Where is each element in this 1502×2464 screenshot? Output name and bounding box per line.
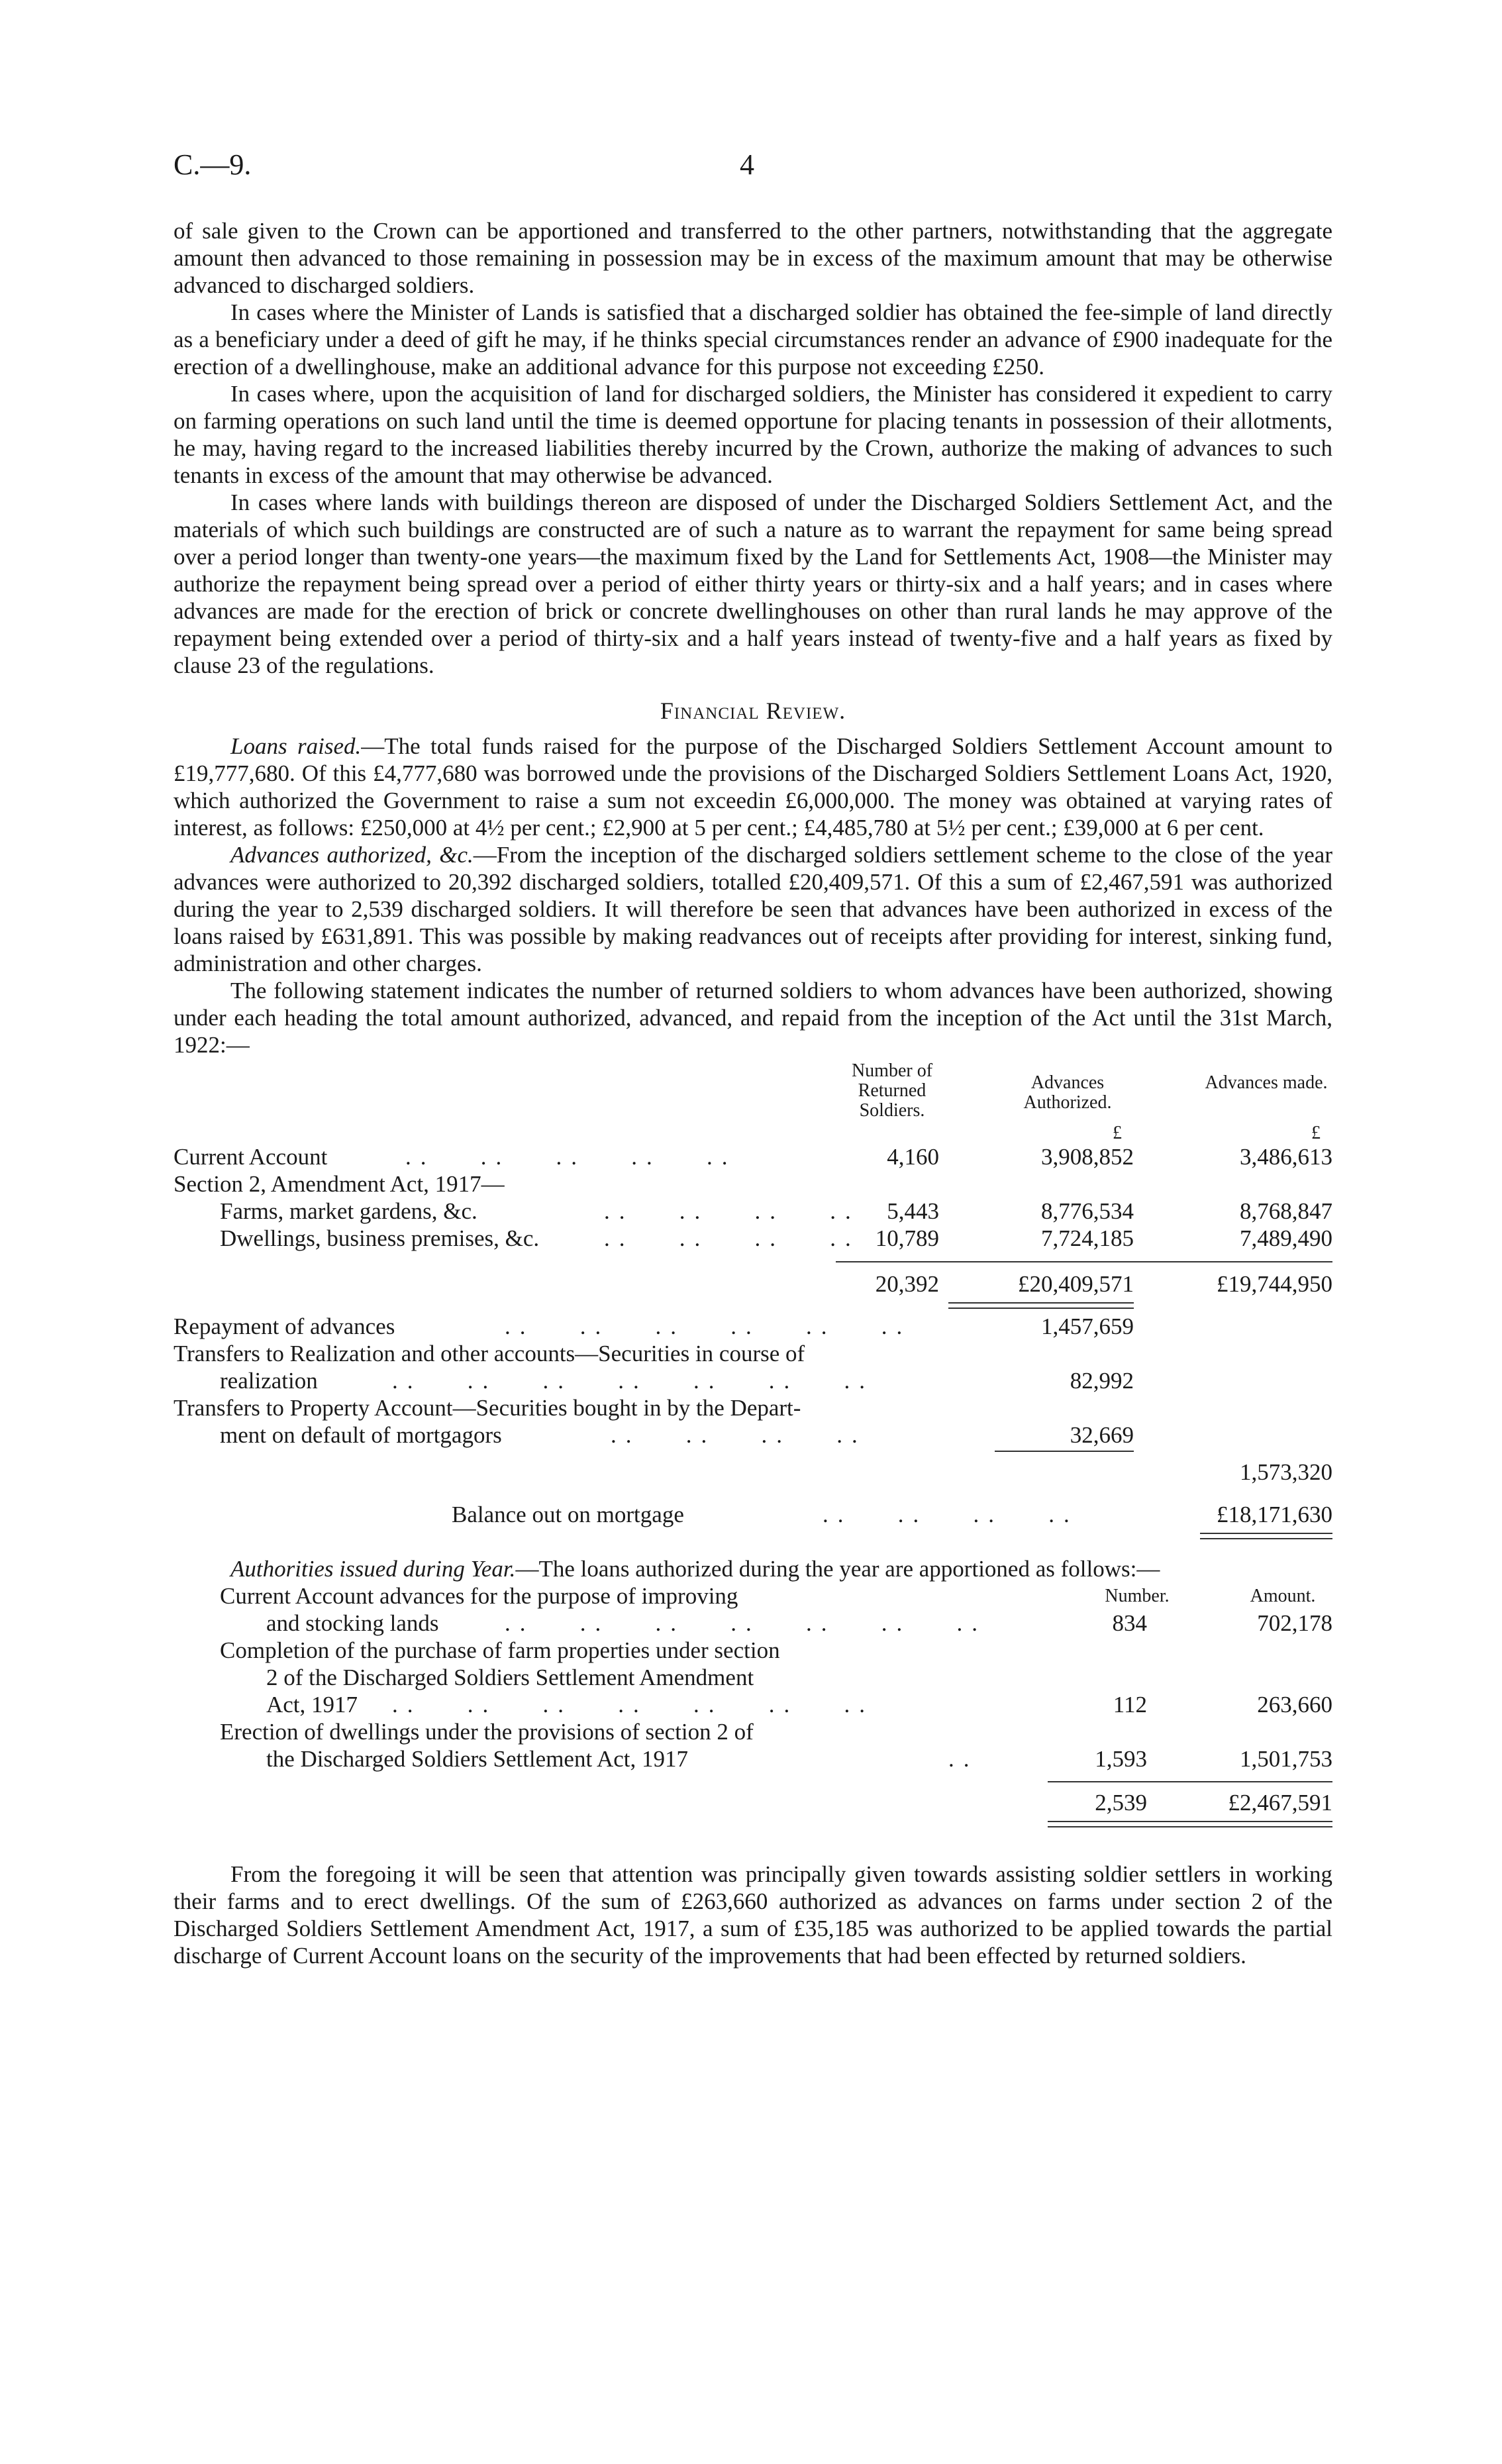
balance-row	[174, 1501, 1332, 1528]
authority-amount: 702,178	[1257, 1610, 1332, 1636]
authorities-title: Authorities issued during Year.	[230, 1556, 516, 1582]
loans-raised-title: Loans raised.	[230, 733, 362, 759]
deduction-value: 1,457,659	[1041, 1313, 1134, 1339]
authority-line1: Current Account advances for the purpose of improving	[220, 1583, 738, 1609]
row-label: Current Account	[174, 1144, 328, 1170]
leader-dots: .. .. .. ..	[604, 1198, 860, 1224]
statement-intro-paragraph: The following statement indicates the number of returned soldiers to whom advances have been authorized, showing under each heading the total amount authorized, advanced, and repaid from the inception of the Act until the 31st March, 1922:—	[174, 978, 1332, 1058]
financial-review-heading: Financial Review.	[660, 697, 846, 724]
deduction-row	[174, 1367, 1332, 1394]
deduction-row	[174, 1421, 1332, 1449]
subtotal-rule	[836, 1261, 1332, 1262]
authority-row	[174, 1582, 1332, 1610]
balance-value: £18,171,630	[1217, 1502, 1332, 1527]
totals-row	[174, 1270, 1332, 1298]
cell-soldiers: 10,789	[875, 1225, 939, 1251]
balance-double-rule	[1200, 1533, 1332, 1534]
leader-dots: .. .. .. .. .. .. ..	[392, 1692, 874, 1718]
authorities-total-number: 2,539	[1095, 1790, 1147, 1816]
cell-soldiers: 5,443	[887, 1198, 939, 1224]
authorities-table	[174, 1582, 1332, 1861]
intro-paragraph-farming-operations: In cases where, upon the acquisition of land for discharged soldiers, the Minister has considered it expedient to carry on farming operations on such land until the time is deemed opportune for placing tenants in possession of their allotments, he may, having regard to the increased liabilities thereby incurred by the Crown, authorize the making of advances to such tenants in excess of the amount that may otherwise be advanced.	[174, 381, 1332, 488]
deduction-label-line2: ment on default of mortgagors	[220, 1422, 502, 1448]
authorities-double-rule	[1048, 1821, 1332, 1822]
spacer	[174, 1542, 1332, 1555]
currency-made: £	[1311, 1123, 1321, 1143]
authority-row	[174, 1610, 1332, 1637]
deduction-value: 32,669	[1070, 1422, 1134, 1448]
authorities-text: —The loans authorized during the year are apportioned as follows:—	[515, 1556, 1160, 1582]
authority-line2: 2 of the Discharged Soldiers Settlement Amendment	[266, 1665, 754, 1690]
authority-line1: Erection of dwellings under the provisions of section 2 of	[220, 1719, 754, 1745]
deduction-row	[174, 1394, 1332, 1421]
authority-line1: Completion of the purchase of farm properties under section	[220, 1637, 780, 1663]
authority-line2: and stocking lands	[266, 1610, 439, 1636]
advances-authorized-text: —From the inception of the discharged soldiers settlement scheme to the close of the year advances were authorized to 20,392 discharged soldiers, totalled £20,409,571. Of this a sum of £2,467,591 was authorized during the year to 2,539 discharged soldiers. It will therefore be seen that advances have been authorized in excess of the loans raised by £631,891. This was possible by making readvances out of receipts after providing for interest, sinking fund, administration and other charges.	[174, 842, 1332, 976]
leader-dots: .. .. .. ..	[604, 1225, 860, 1251]
loans-raised-paragraph	[174, 733, 1332, 841]
page-header	[174, 148, 1332, 184]
authorities-rule	[1048, 1781, 1332, 1782]
col-header-amount: Amount.	[1250, 1586, 1316, 1606]
authority-row	[174, 1691, 1332, 1718]
total-soldiers: 20,392	[875, 1271, 939, 1297]
row-label: Section 2, Amendment Act, 1917—	[174, 1171, 505, 1197]
authority-line3: Act, 1917	[266, 1692, 358, 1718]
col-header-number: Number.	[1105, 1586, 1170, 1606]
deduction-row	[174, 1313, 1332, 1340]
statement-table	[174, 1058, 1332, 1542]
table-row	[174, 1198, 1332, 1225]
deductions-rule	[995, 1451, 1134, 1452]
cell-authorized: 7,724,185	[1041, 1225, 1134, 1251]
leader-dots: .. .. .. ..	[823, 1502, 1079, 1527]
cell-made: 8,768,847	[1240, 1198, 1332, 1224]
intro-paragraph-fee-simple: In cases where the Minister of Lands is satisfied that a discharged soldier has obtained the fee-simple of land directly as a beneficiary under a deed of gift he may, if he thinks special circumstances render an advance of £900 inadequate for the erection of a dwellinghouse, make an additional advance for this purpose not exceeding £250.	[174, 299, 1332, 380]
deduction-label-line2: realization	[220, 1368, 318, 1394]
deduction-row	[174, 1340, 1332, 1367]
leader-dots: .. .. .. ..	[611, 1422, 867, 1448]
deduction-label-line1: Transfers to Realization and other accounts—Securities in course of	[174, 1341, 805, 1366]
leader-dots: ..	[948, 1746, 979, 1772]
intro-paragraph-repayment-period: In cases where lands with buildings thereon are disposed of under the Discharged Soldiers Settlement Act, and the materials of which such buildings are constructed are of such a nature as to warrant the repayment for same being spread over a period longer than twenty-one years—the maximum fixed by the Land for Settlements Act, 1908—the Minister may authorize the repayment being spread over a period of either thirty years or thirty-six and a half years; and in cases where advances are made for the erection of brick or concrete dwellinghouses on other than rural lands he may approve of the repayment being extended over a period of thirty-six and a half years instead of twenty-five and a half years as fixed by clause 23 of the regulations.	[174, 489, 1332, 678]
advances-authorized-paragraph	[174, 841, 1332, 977]
authority-row	[174, 1745, 1332, 1772]
total-made: £19,744,950	[1217, 1271, 1332, 1297]
deductions-total: 1,573,320	[1240, 1459, 1332, 1485]
col-header-made: Advances made.	[1205, 1072, 1328, 1093]
row-label: Dwellings, business premises, &c.	[220, 1225, 540, 1251]
authority-number: 834	[1112, 1610, 1147, 1636]
loans-raised-text: —The total funds raised for the purpose of the Discharged Soldiers Settlement Account amount to £19,777,680. Of this £4,777,680 was borrowed unde the provisions of the Discharged Soldiers Settlement Loans Act, 1920, which authorized the Government to raise a sum not exceedin £6,000,000. The money was obtained at varying rates of interest, as follows: £250,000 at 4½ per cent.; £2,900 at 5 per cent.; £4,485,780 at 5½ per cent.; £39,000 at 6 per cent.	[174, 733, 1332, 841]
deductions-total-row	[174, 1459, 1332, 1486]
table-row	[174, 1170, 1332, 1198]
authorities-total-row	[174, 1789, 1332, 1816]
authority-line2: the Discharged Soldiers Settlement Act, 1917	[266, 1746, 689, 1772]
document-reference: C.—9.	[174, 148, 252, 181]
balance-label: Balance out on mortgage	[452, 1502, 684, 1527]
authority-amount: 263,660	[1257, 1692, 1332, 1718]
table-row	[174, 1225, 1332, 1252]
cell-made: 3,486,613	[1240, 1144, 1332, 1170]
leader-dots: .. .. .. .. .. .. ..	[392, 1368, 874, 1394]
cell-authorized: 3,908,852	[1041, 1144, 1134, 1170]
deduction-label: Repayment of advances	[174, 1313, 395, 1339]
intro-paragraph-continued: of sale given to the Crown can be apportioned and transferred to the other partners, notwithstanding that the aggregate amount then advanced to those remaining in possession may be in excess of the maximum amount that may be otherwise advanced to discharged soldiers.	[174, 218, 1332, 298]
cell-authorized: 8,776,534	[1041, 1198, 1134, 1224]
col-header-authorized: Advances Authorized.	[1023, 1072, 1112, 1113]
authority-row	[174, 1718, 1332, 1745]
cell-made: 7,489,490	[1240, 1225, 1332, 1251]
page-number: 4	[740, 148, 754, 181]
table-row	[174, 1143, 1332, 1170]
total-authorized: £20,409,571	[1018, 1271, 1134, 1297]
cell-soldiers: 4,160	[887, 1144, 939, 1170]
advances-authorized-title: Advances authorized, &c.	[230, 842, 474, 868]
currency-authorized: £	[1113, 1123, 1122, 1143]
page-body	[174, 217, 1332, 1969]
col-header-soldiers: Number of Returned Soldiers.	[851, 1060, 933, 1121]
authority-row	[174, 1664, 1332, 1691]
deduction-label-line1: Transfers to Property Account—Securities bought in by the Depart-	[174, 1395, 801, 1421]
authority-row	[174, 1637, 1332, 1664]
authority-number: 1,593	[1095, 1746, 1147, 1772]
authority-number: 112	[1113, 1692, 1147, 1718]
leader-dots: .. .. .. .. .. ..	[505, 1313, 912, 1339]
authorities-paragraph	[174, 1555, 1332, 1582]
leader-dots: .. .. .. .. ..	[405, 1144, 737, 1170]
row-label: Farms, market gardens, &c.	[220, 1198, 477, 1224]
leader-dots: .. .. .. .. .. .. ..	[505, 1610, 987, 1636]
totals-double-rule	[948, 1302, 1134, 1304]
deduction-value: 82,992	[1070, 1368, 1134, 1394]
authority-amount: 1,501,753	[1240, 1746, 1332, 1772]
closing-paragraph: From the foregoing it will be seen that attention was principally given towards assisting soldier settlers in working their farms and to erect dwellings. Of the sum of £263,660 authorized as advances on farms under section 2 of the Discharged Soldiers Settlement Amendment Act, 1917, a sum of £35,185 was authorized to be applied towards the partial discharge of Current Account loans on the security of the improvements that had been effected by returned soldiers.	[174, 1861, 1332, 1969]
authorities-total-amount: £2,467,591	[1228, 1790, 1332, 1816]
